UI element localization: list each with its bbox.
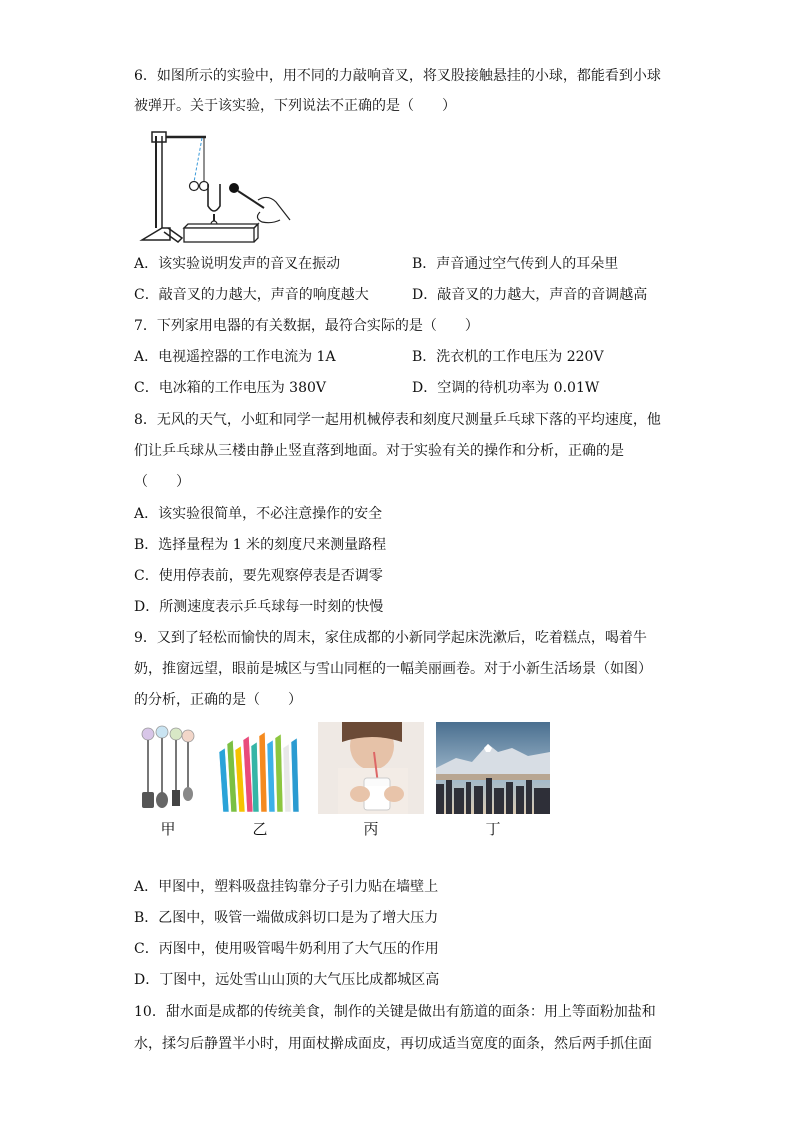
suction-hook-utensils-photo — [134, 722, 202, 814]
q10-stem-line1: 10．甜水面是成都的传统美食，制作的关键是做出有筋道的面条：用上等面粉加盐和 — [134, 1004, 656, 1020]
q6-stem-line1: 6．如图所示的实验中，用不同的力敲响音叉，将叉股接触悬挂的小球，都能看到小球 — [134, 68, 661, 84]
caption-bing: 丙 — [363, 820, 379, 838]
q8-option-a[interactable]: A．该实验很简单，不必注意操作的安全 — [134, 506, 383, 522]
q8-option-c[interactable]: C．使用停表前，要先观察停表是否调零 — [134, 568, 383, 584]
q9-option-a[interactable]: A．甲图中，塑料吸盘挂钩靠分子引力贴在墙壁上 — [134, 879, 439, 895]
caption-ding: 丁 — [485, 820, 501, 838]
q9-stem-line2: 奶，推窗远望，眼前是城区与雪山同框的一幅美丽画卷。对于小新生活场景（如图） — [134, 661, 652, 677]
q6-option-d[interactable]: D．敲音叉的力越大，声音的音调越高 — [412, 287, 648, 303]
q7-option-b[interactable]: B．洗衣机的工作电压为 220V — [412, 349, 604, 365]
city-snow-mountain-photo — [436, 722, 550, 814]
q8-stem-line3: （ ） — [134, 474, 190, 490]
tuning-fork-experiment-figure — [134, 128, 294, 246]
q6-option-c[interactable]: C．敲音叉的力越大，声音的响度越大 — [134, 287, 369, 303]
caption-yi: 乙 — [252, 820, 268, 838]
q6-option-a[interactable]: A．该实验说明发声的音叉在振动 — [134, 256, 341, 272]
q9-stem-line3: 的分析，正确的是（ ） — [134, 692, 302, 708]
q8-option-d[interactable]: D．所测速度表示乒乓球每一时刻的快慢 — [134, 599, 384, 615]
q6-stem-line2: 被弹开。关于该实验，下列说法不正确的是（ ） — [134, 98, 456, 114]
q9-stem-line1: 9．又到了轻松而愉快的周末，家住成都的小新同学起床洗漱后，吃着糕点，喝着牛 — [134, 630, 647, 646]
q8-stem-line1: 8．无风的天气，小虹和同学一起用机械停表和刻度尺测量乒乓球下落的平均速度，他 — [134, 412, 661, 428]
q7-option-d[interactable]: D．空调的待机功率为 0.01W — [412, 380, 600, 396]
q8-option-b[interactable]: B．选择量程为 1 米的刻度尺来测量路程 — [134, 537, 387, 553]
q7-stem: 7．下列家用电器的有关数据，最符合实际的是（ ） — [134, 318, 479, 334]
q10-stem-line2: 水，揉匀后静置半小时，用面杖擀成面皮，再切成适当宽度的面条，然后两手抓住面 — [134, 1036, 652, 1052]
q8-stem-line2: 们让乒乓球从三楼由静止竖直落到地面。对于实验有关的操作和分析，正确的是 — [134, 443, 624, 459]
q9-option-b[interactable]: B．乙图中，吸管一端做成斜切口是为了增大压力 — [134, 910, 439, 926]
q6-option-b[interactable]: B．声音通过空气传到人的耳朵里 — [412, 256, 619, 272]
q7-option-c[interactable]: C．电冰箱的工作电压为 380V — [134, 380, 326, 396]
colorful-straws-photo — [215, 722, 305, 814]
q7-option-a[interactable]: A．电视遥控器的工作电流为 1A — [134, 349, 336, 365]
q9-option-c[interactable]: C．丙图中，使用吸管喝牛奶利用了大气压的作用 — [134, 941, 439, 957]
caption-jia: 甲 — [160, 820, 176, 838]
drinking-milk-photo — [318, 722, 424, 814]
q9-option-d[interactable]: D．丁图中，远处雪山山顶的大气压比成都城区高 — [134, 972, 440, 988]
